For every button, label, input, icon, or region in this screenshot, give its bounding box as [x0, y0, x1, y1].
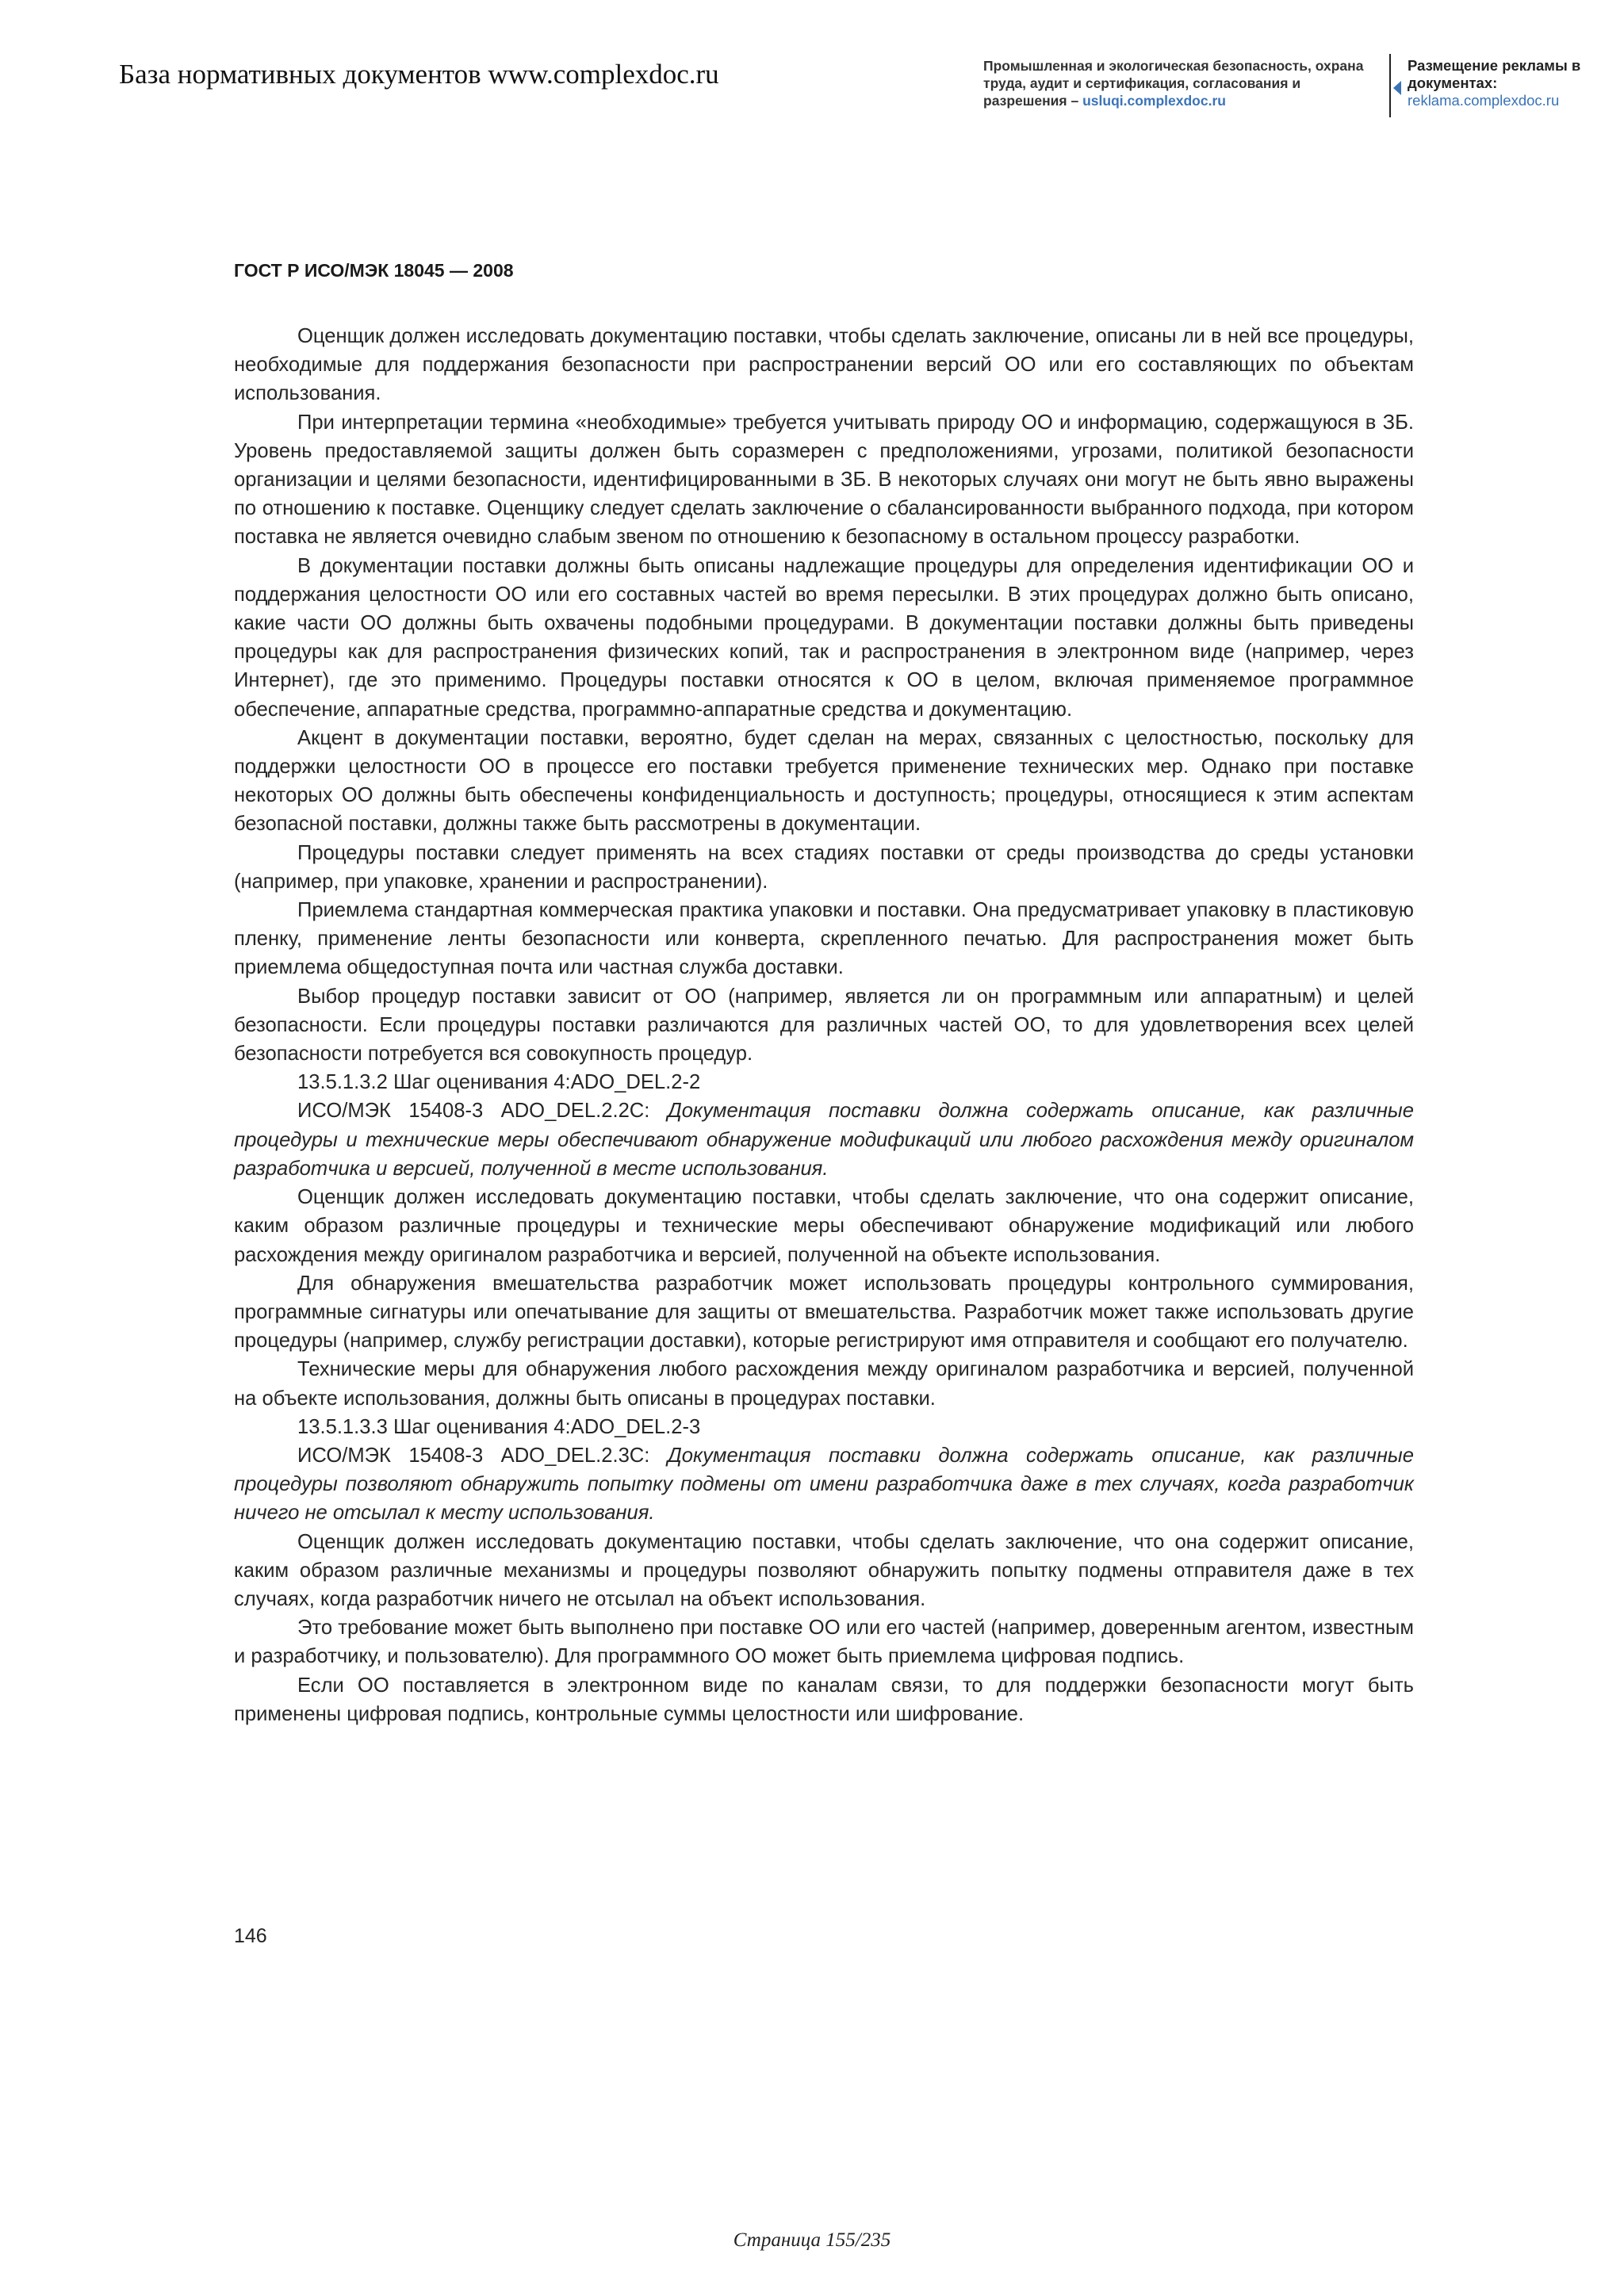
paragraph-text: Приемлема стандартная коммерческая практика упаковки и поставки. Она предусматривает упаковку в пластиковую пленку, применение ленты безопасности или конверта, скрепленного печатью. Для распространения может быть приемлема общедоступная почта или частная служба доставки.: [234, 899, 1414, 979]
paragraph-text: Акцент в документации поставки, вероятно, будет сделан на мерах, связанных с целостностью, поскольку для поддержки целостности ОО в процессе его поставки требуется применение технических мер. Однако при поставке некоторых ОО должны быть обеспечены конфиденциальность и доступность; процедуры, относящиеся к этим аспектам безопасной поставки, должны также быть рассмотрены в документации.: [234, 726, 1414, 836]
paragraph-text: Оценщик должен исследовать документацию поставки, чтобы сделать заключение, описаны ли в ней все процедуры, необходимые для поддержания безопасности при распространении версий ОО или его составляющих по объектам использования.: [234, 325, 1414, 405]
paragraph: [234, 408, 1414, 552]
paragraph-text: Процедуры поставки следует применять на всех стадиях поставки от среды производства до среды установки (например, при упаковке, хранении и распространении).: [234, 841, 1414, 893]
paragraph: [234, 982, 1414, 1069]
paragraph-text: Технические меры для обнаружения любого расхождения между оригиналом разработчика и версией, полученной на объекте использования, должны быть описаны в процедурах поставки.: [234, 1358, 1414, 1410]
paragraph-text: 13.5.1.3.3 Шаг оценивания 4:ADO_DEL.2-3: [297, 1415, 701, 1438]
ad-text: Размещение рекламы в документах:: [1408, 57, 1581, 91]
ad-banner[interactable]: [1408, 57, 1606, 109]
paragraph-text: ИСО/МЭК 15408-3 ADO_DEL.2.2C:: [297, 1100, 650, 1123]
paragraph: [234, 1528, 1414, 1614]
paragraph-italic-text: Документация поставки должна содержать описание, как различные процедуры и технические меры обеспечивают обнаружение модификаций или любого расхождения между оригиналом разработчика и версией, полученной в месте использования.: [234, 1100, 1414, 1180]
paragraph-italic-text: Документация поставки должна содержать описание, как различные процедуры позволяют обнаружить попытку подмены от имени разработчика даже в тех случаях, когда разработчик ничего не отсылал к месту использования.: [234, 1444, 1414, 1525]
paragraph-text: Оценщик должен исследовать документацию поставки, чтобы сделать заключение, что она содержит описание, каким образом различные процедуры и технические меры обеспечивают обнаружение модификаций или любого расхождения между оригиналом разработчика и версией, полученной на объекте использования.: [234, 1186, 1414, 1266]
paragraph: [234, 1355, 1414, 1412]
paragraph-text: При интерпретации термина «необходимые» требуется учитывать природу ОО и информацию, содержащуюся в ЗБ. Уровень предоставляемой защиты должен быть соразмерен с предположениями, угрозами, политикой безопасности организации и целями безопасности, идентифицированными в ЗБ. В некоторых случаях они могут не быть явно выражены по отношению к поставке. Оценщику следует сделать заключение о сбалансированности выбранного подхода, при котором поставка не является очевидно слабым звеном по отношению к безопасному в остальном процессу разработки.: [234, 411, 1414, 549]
document-body: [234, 322, 1414, 1728]
paragraph-text: ИСО/МЭК 15408-3 ADO_DEL.2.3C:: [297, 1444, 650, 1467]
paragraph: [234, 1413, 1414, 1441]
paragraph-text: 13.5.1.3.2 Шаг оценивания 4:ADO_DEL.2-2: [297, 1071, 701, 1094]
paragraph: [234, 1068, 1414, 1096]
page-footer: Страница 155/235: [733, 2229, 891, 2251]
services-link[interactable]: usluqi.complexdoc.ru: [1082, 93, 1226, 109]
paragraph: [234, 839, 1414, 896]
paragraph: [234, 896, 1414, 982]
paragraph: [234, 552, 1414, 724]
paragraph: [234, 1183, 1414, 1269]
services-text: Промышленная и экологическая безопасность, охрана труда, аудит и сертификация, согласования и разрешения –: [983, 58, 1364, 109]
page-number: 146: [234, 1925, 267, 1947]
paragraph-text: Это требование может быть выполнено при поставке ОО или его частей (например, доверенным агентом, известным и разработчику, и пользователю). Для программного ОО может быть приемлема цифровая подпись.: [234, 1617, 1414, 1668]
header-divider: [1389, 54, 1391, 117]
paragraph-text: Для обнаружения вмешательства разработчик может использовать процедуры контрольного суммирования, программные сигнатуры или опечатывание для защиты от вмешательства. Разработчик может также использовать другие процедуры (например, службу регистрации доставки), которые регистрируют имя отправителя и сообщают его получателю.: [234, 1272, 1414, 1353]
arrow-left-icon: [1393, 81, 1401, 95]
paragraph: [234, 1441, 1414, 1528]
services-banner[interactable]: [983, 57, 1380, 109]
document-code: ГОСТ Р ИСО/МЭК 18045 — 2008: [234, 260, 514, 281]
paragraph: [234, 1269, 1414, 1356]
paragraph: [234, 1613, 1414, 1670]
paragraph: [234, 1096, 1414, 1183]
paragraph: [234, 322, 1414, 408]
paragraph-text: Оценщик должен исследовать документацию поставки, чтобы сделать заключение, что она содержит описание, каким образом различные механизмы и процедуры позволяют обнаружить попытку подмены отправителя даже в тех случаях, когда разработчик ничего не отсылал на объект использования.: [234, 1530, 1414, 1610]
paragraph-text: Если ОО поставляется в электронном виде по каналам связи, то для поддержки безопасности могут быть применены цифровая подпись, контрольные суммы целостности или шифрование.: [234, 1674, 1414, 1725]
paragraph: [234, 1671, 1414, 1728]
ad-link[interactable]: reklama.complexdoc.ru: [1408, 92, 1560, 109]
paragraph-text: Выбор процедур поставки зависит от ОО (например, является ли он программным или аппаратным) и целей безопасности. Если процедуры поставки различаются для различных частей ОО, то для удовлетворения всех целей безопасности потребуется вся совокупность процедур.: [234, 985, 1414, 1066]
site-title: База нормативных документов www.complexdoc.ru: [119, 59, 719, 90]
paragraph: [234, 724, 1414, 839]
paragraph-text: В документации поставки должны быть описаны надлежащие процедуры для определения идентификации ОО и поддержания целостности ОО или его составных частей во время пересылки. В этих процедурах должно быть описано, какие части ОО должны быть охвачены подобными процедурами. В документации поставки должны быть приведены процедуры как для распространения физических копий, так и распространения в электронном виде (например, через Интернет), где это применимо. Процедуры поставки относятся к ОО в целом, включая применяемое программное обеспечение, аппаратные средства, программно-аппаратные средства и документацию.: [234, 554, 1414, 721]
